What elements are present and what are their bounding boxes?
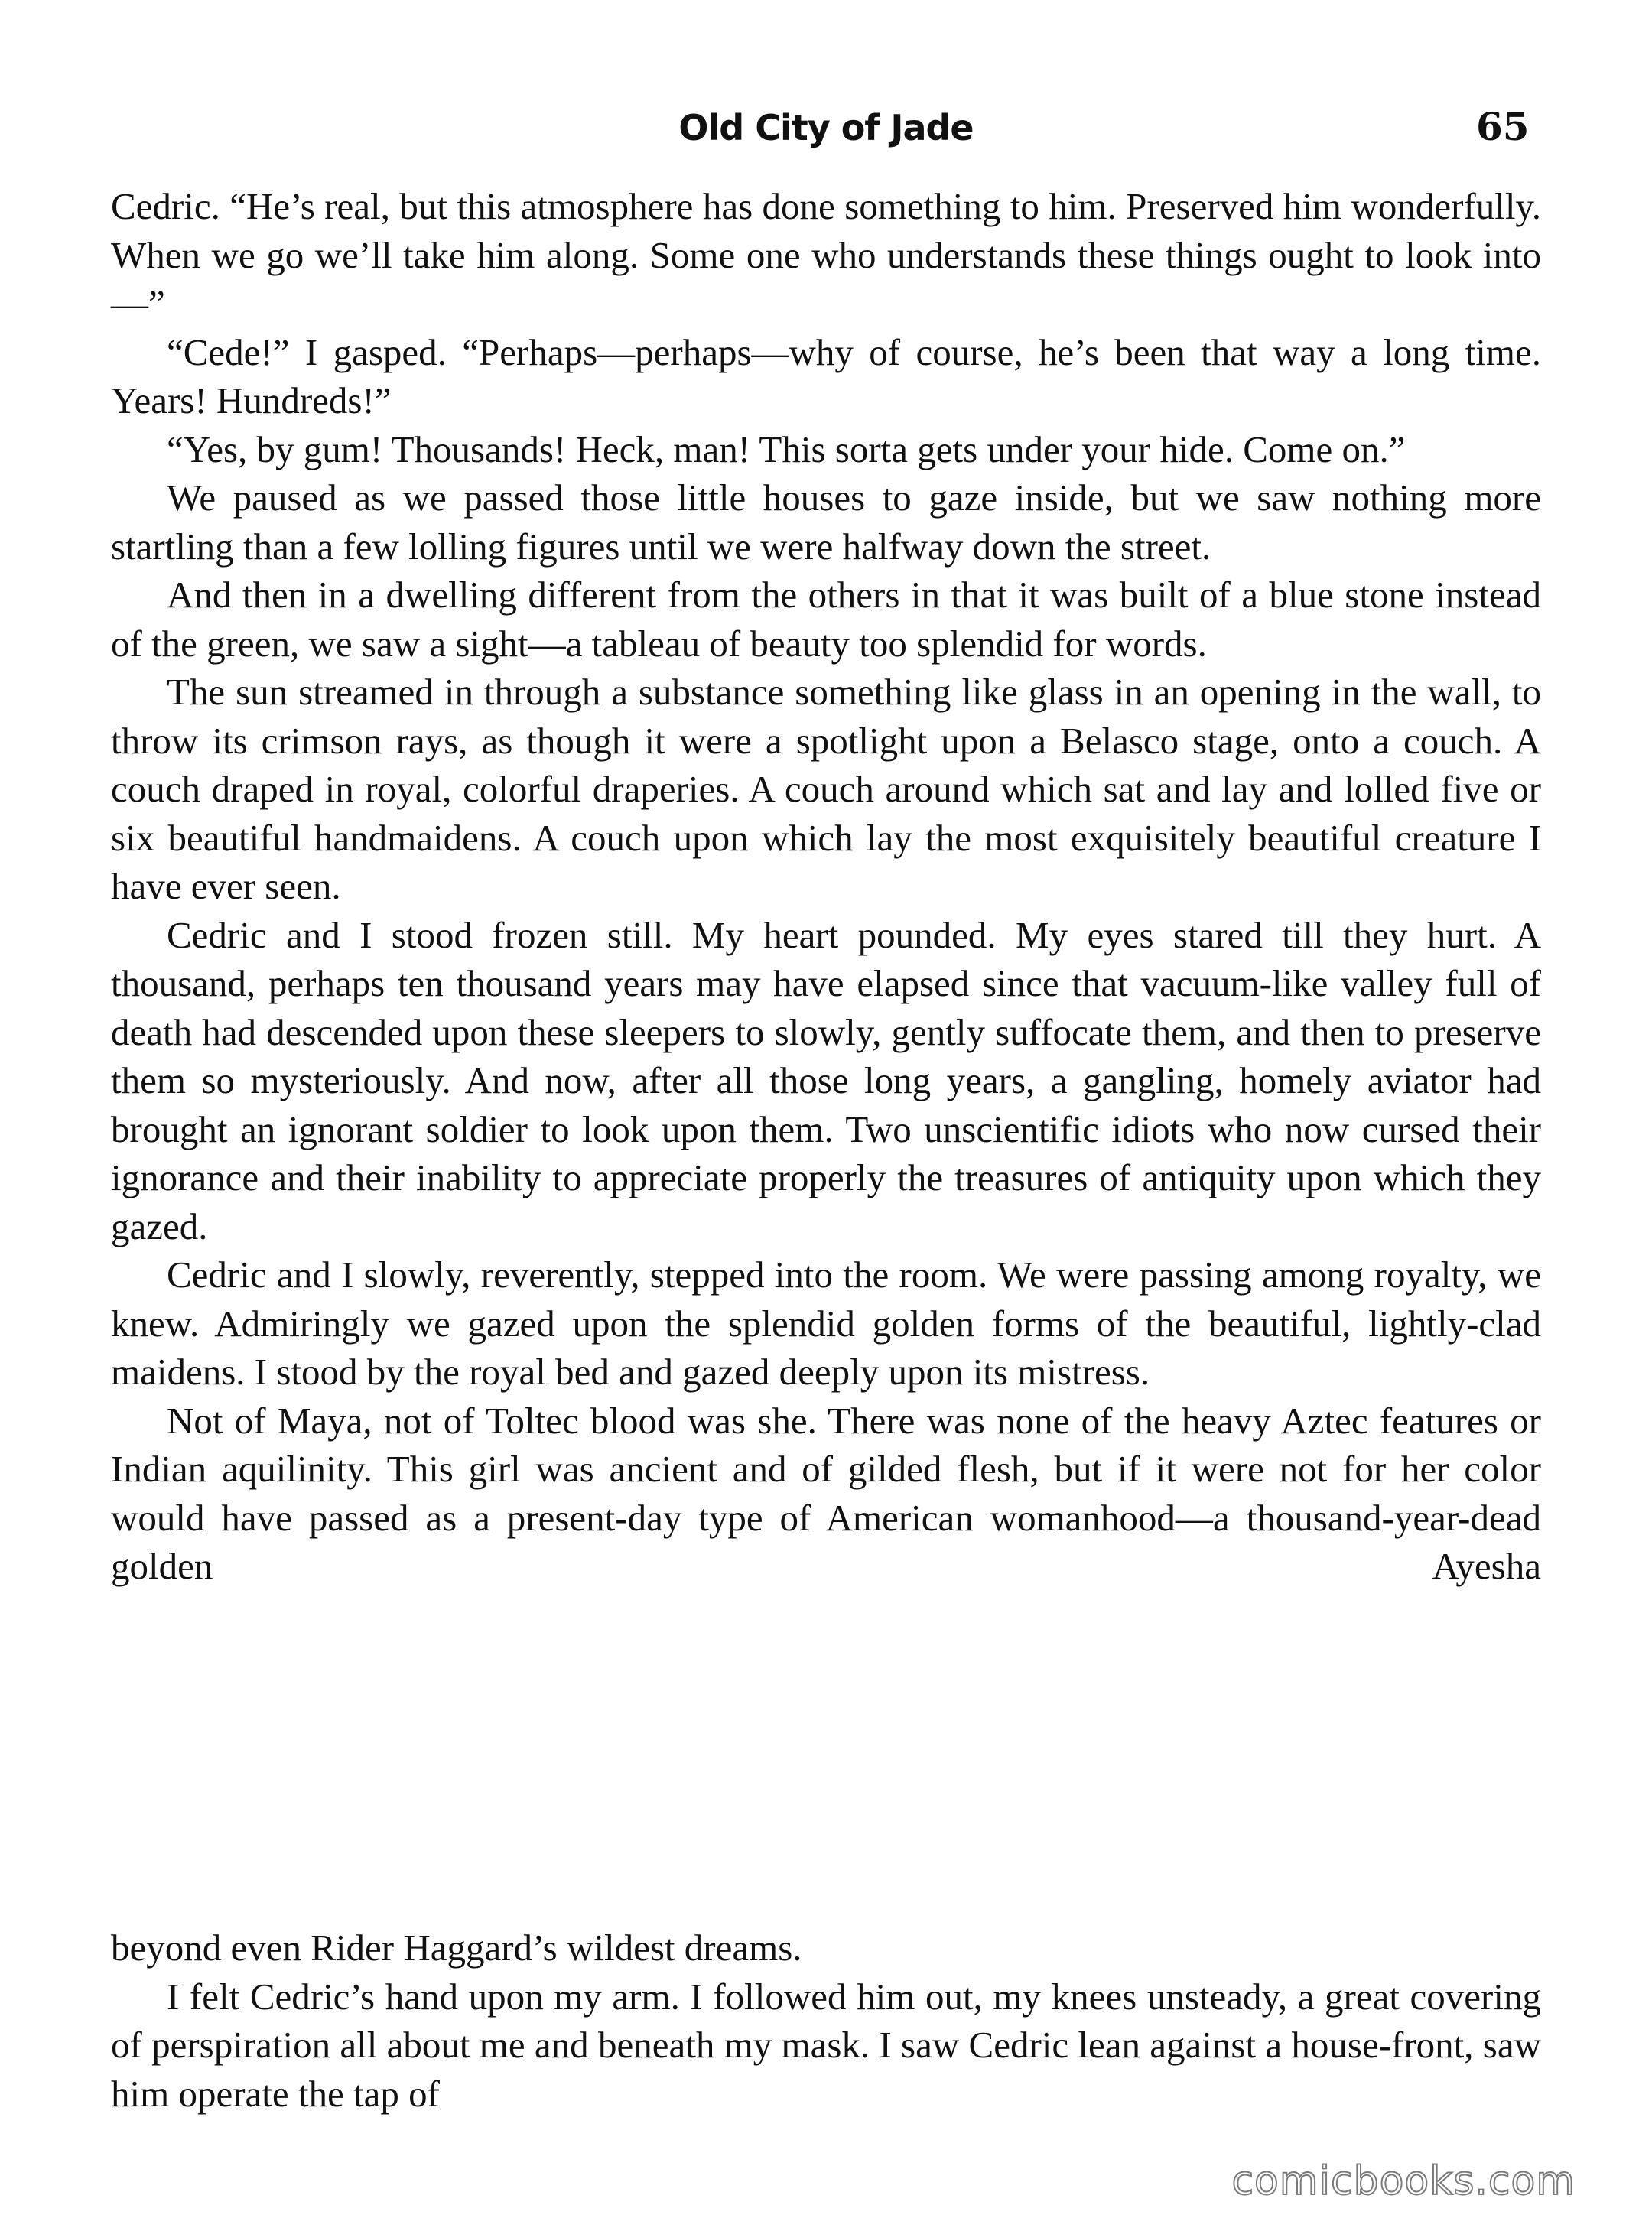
- body-text-continued: [111, 1924, 1541, 2118]
- chapter-title: Old City of Jade: [678, 107, 974, 148]
- paragraph: Not of Maya, not of Toltec blood was she. There was none of the heavy Aztec features or Indian aquilinity. This girl was ancient and of gilded flesh, but if it were not for her color would have passed as a present-day type of American womanhood—a thousand-year-dead golden Ayesha: [111, 1399, 1541, 1587]
- paragraph: beyond even Rider Haggard’s wildest dreams.: [111, 1927, 802, 1969]
- paragraph: “Yes, by gum! Thousands! Heck, man! This sorta gets under your hide. Come on.”: [167, 428, 1406, 470]
- watermark-logo: comicbooks.com: [1231, 2158, 1576, 2204]
- paragraph: I felt Cedric’s hand upon my arm. I followed him out, my knees unsteady, a great covering of perspiration all about me and beneath my mask. I saw Cedric lean against a house-front, saw him operate the tap of: [111, 1975, 1541, 2115]
- paragraph: And then in a dwelling different from the others in that it was built of a blue stone instead of the green, we saw a sight—a tableau of beauty too splendid for words.: [111, 574, 1541, 665]
- paragraph: The sun streamed in through a substance something like glass in an opening in the wall, to throw its crimson rays, as though it were a spotlight upon a Belasco stage, onto a couch. A couch draped in royal, colorful draperies. A couch around which sat and lay and lolled five or six beautiful handmaidens. A couch upon which lay the most exquisitely beautiful creature I have ever seen.: [111, 671, 1541, 907]
- page-number: 65: [1476, 104, 1530, 149]
- paragraph: “Cede!” I gasped. “Perhaps—perhaps—why of course, he’s been that way a long time. Years! Hundreds!”: [111, 330, 1541, 421]
- paragraph: Cedric. “He’s real, but this atmosphere has done something to him. Preserved him wonderfully. When we go we’ll take him along. Some one who understands these things ought to look into—”: [111, 185, 1541, 324]
- running-head: [0, 104, 1652, 161]
- paragraph: Cedric and I slowly, reverently, stepped into the room. We were passing among royalty, we knew. Admiringly we gazed upon the splendid golden forms of the beautiful, lightly-clad maidens. I stood by the royal bed and gazed deeply upon its mistress.: [111, 1254, 1541, 1393]
- paragraph: We paused as we passed those little houses to gaze inside, but we saw nothing more startling than a few lolling figures until we were halfway down the street.: [111, 476, 1541, 568]
- paragraph: Cedric and I stood frozen still. My heart pounded. My eyes stared till they hurt. A thousand, perhaps ten thousand years may have elapsed since that vacuum-like valley full of death had descended upon these sleepers to slowly, gently suffocate them, and then to preserve them so mysteriously. And now, after all those long years, a gangling, homely aviator had brought an ignorant soldier to look upon them. Two unscientific idiots who now cursed their ignorance and their inability to appreciate properly the treasures of antiquity upon which they gazed.: [111, 913, 1541, 1247]
- body-text-main: [111, 182, 1541, 1591]
